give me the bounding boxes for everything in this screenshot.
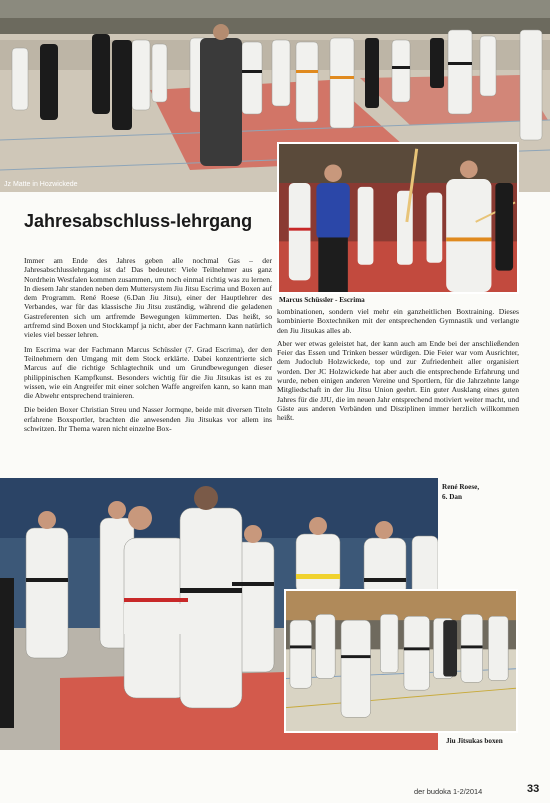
photo-escrima <box>277 142 519 294</box>
paragraph: Aber wer etwas geleistet hat, der kann auch am Ende bei der anschließenden Feier das Essen und Trinken besser würdigen. Die Feier war vom Ausrichter, dem Judoclub Holzwickede, top und zur Zufriedenheit aller organisiert worden. Der JC Holzwickede hat aber auch die entsprechende Erfahrung und wurde, neben einigen anderen Vereine und Sportlern, für die Jahrzehnte lange Mitgliedschaft in der Jiu Jitsu Union geehrt. Ein guter Ausklang eines guten Jahres für die JJU, die im neuen Jahr entsprechend motiviert weiter macht, und Gäste aus anderen Verbänden und Disziplinen immer herzlich willkommen heißt. <box>277 338 519 423</box>
roese-caption-line2: 6. Dan <box>442 493 462 501</box>
photo-jiu-jitsukas-boxing <box>284 589 518 733</box>
escrima-caption: Marcus Schüssler - Escrima <box>279 296 365 304</box>
magazine-issue: der budoka 1-2/2014 <box>414 787 483 796</box>
roese-caption-line1: René Roese, <box>442 483 480 491</box>
article-column-left <box>24 256 272 438</box>
boxing-illustration <box>286 591 516 731</box>
page-number: 33 <box>527 783 540 795</box>
boxing-caption: Jiu Jitsukas boxen <box>446 737 503 745</box>
escrima-illustration <box>279 144 517 292</box>
paragraph: kombinationen, sondern viel mehr ein ganzheitlichen Boxtraining. Dieses kombinierte Boxtechniken mit der entsprechenden Gymnastik und verlangte den Jiu Jitsukas alles ab. <box>277 307 519 335</box>
top-photo-caption: Jz Matte in Hozwickede <box>4 181 78 188</box>
paragraph: Im Escrima war der Fachmann Marcus Schüssler (7. Grad Escrima), der den Teilnehmern den Umgang mit dem Stock erklärte. Dabei konzentrierte sich Marcus auf die richtige Schlagtechnik und um Grundbewegungen dieser philippinischen Kampfkunst. Besonders wichtig für die Jiu Jitsukas ist es zu wissen, wie ein Angreifer mit einer solchen Waffe angreifen kann, so kann man die Abwehr entsprechend trainieren. <box>24 344 272 401</box>
roese-caption <box>442 482 479 502</box>
paragraph: Die beiden Boxer Christian Streu und Nasser Jormqne, beide mit diversen Titeln erfahrene Boxsportler, brachten die anwesenden Jiu Jitsukas vor allem ins schwitzen. Ihr Thema waren nicht einzelne Box- <box>24 405 272 434</box>
article-column-right <box>277 307 519 427</box>
paragraph: Immer am Ende des Jahres geben alle nochmal Gas – der Jahresabschlusslehrgang ist da! Das bedeutet: Viele Teilnehmer aus ganz Nordrhein Westfalen kommen zusammen, um noch einmal richtig was zu lernen. In diesem Jahr standen neben dem Muttersystem Jiu Jitsu Escrima und Boxen auf dem Programm. René Roese (6.Dan Jiu Jitsu), einer der Hauptlehrer des Verbandes, war für das klassische Jiu Jitsu zuständig, während die geladenen Gastreferenten sich um artfremde Bewegungen kümmerten. Das heißt, so artfremd sind Boxen und Stockkampf ja nicht, aber der Fachmann kann natürlich vieles viel besser lehren. <box>24 256 273 340</box>
article-title: Jahresabschluss-lehrgang <box>24 211 253 231</box>
